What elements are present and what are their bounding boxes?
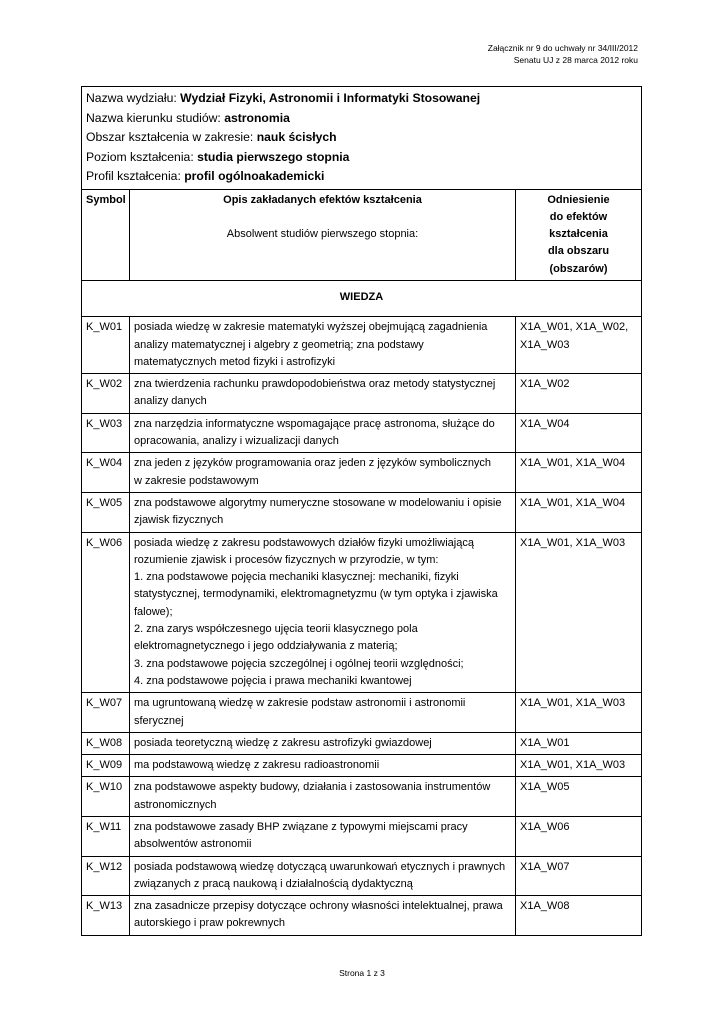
- row-reference: [516, 492, 642, 532]
- row-description-line: absolwentów astronomii: [134, 838, 252, 851]
- row-symbol: K_W08: [82, 732, 130, 754]
- row-description-line: zna podstawowe aspekty budowy, działania i zastosowania instrumentów: [134, 781, 491, 794]
- row-description-line: związanych z pracą naukową i działalnością dydaktyczną: [134, 877, 413, 890]
- row-symbol: K_W09: [82, 755, 130, 777]
- program-info-line: [86, 89, 637, 109]
- column-header-odniesienie-line: Odniesienie: [547, 193, 610, 206]
- row-reference: [516, 732, 642, 754]
- row-description: [130, 777, 516, 817]
- row-description-line: autorskiego i praw pokrewnych: [134, 917, 286, 930]
- section-row: [82, 280, 642, 316]
- row-reference-line: X1A_W01, X1A_W03: [520, 697, 626, 710]
- row-reference-line: X1A_W01: [520, 736, 570, 749]
- row-symbol: K_W06: [82, 532, 130, 693]
- row-symbol: K_W03: [82, 413, 130, 453]
- row-description-line: zjawisk fizycznych: [134, 514, 224, 527]
- table-row: [82, 856, 642, 896]
- column-header-odniesienie-line: (obszarów): [549, 262, 608, 275]
- row-description-line: 1. zna podstawowe pojęcia mechaniki klasycznej: mechaniki, fizyki: [134, 571, 459, 584]
- row-description: [130, 817, 516, 857]
- program-info-label: Profil kształcenia:: [86, 169, 185, 183]
- row-reference: [516, 817, 642, 857]
- page-header-note: [488, 42, 638, 66]
- row-description-line: zna zasadnicze przepisy dotyczące ochrony własności intelektualnej, prawa: [134, 900, 503, 913]
- row-reference: [516, 374, 642, 414]
- program-info-block: [82, 87, 642, 190]
- row-symbol: K_W11: [82, 817, 130, 857]
- program-info-label: Obszar kształcenia w zakresie:: [86, 130, 257, 144]
- row-description-line: posiada podstawową wiedzę dotyczącą uwarunkowań etycznych i prawnych: [134, 860, 506, 873]
- row-reference: [516, 317, 642, 374]
- program-info-line: [86, 148, 637, 168]
- table-row: [82, 777, 642, 817]
- row-symbol: K_W13: [82, 896, 130, 936]
- row-description-line: ma ugruntowaną wiedzę w zakresie podstaw astronomii i astronomii: [134, 697, 466, 710]
- column-header-odniesienie: [516, 189, 642, 280]
- column-header-symbol: Symbol: [82, 189, 130, 280]
- row-reference-line: X1A_W04: [520, 417, 570, 430]
- row-description-line: w zakresie podstawowym: [134, 474, 259, 487]
- row-description: [130, 732, 516, 754]
- row-reference-line: X1A_W08: [520, 900, 570, 913]
- row-description-line: zna podstawowe zasady BHP związane z typowymi miejscami pracy: [134, 821, 468, 833]
- program-info-label: Poziom kształcenia:: [86, 149, 198, 164]
- row-symbol: K_W02: [82, 374, 130, 414]
- column-header-row: [82, 189, 642, 280]
- row-reference: [516, 693, 642, 733]
- table-row: [82, 896, 642, 936]
- row-description-line: zna jeden z języków programowania oraz jeden z języków symbolicznych: [134, 457, 492, 470]
- row-description-line: statystycznej, termodynamiki, elektromagnetyzmu (w tym optyka i zjawiska: [134, 588, 498, 601]
- row-description: [130, 492, 516, 532]
- page-number: Strona 1 z 3: [339, 968, 385, 978]
- row-reference: [516, 896, 642, 936]
- row-description-line: posiada wiedzę z zakresu podstawowych działów fizyki umożliwiającą: [134, 536, 474, 549]
- program-info-value: Wydział Fizyki, Astronomii i Informatyki Stosowanej: [180, 91, 481, 105]
- row-reference: [516, 755, 642, 777]
- row-reference-line: X1A_W01, X1A_W03: [520, 536, 626, 549]
- row-description-line: 2. zna zarys współczesnego ujęcia teorii klasycznego pola: [134, 623, 418, 636]
- row-reference-line: X1A_W01, X1A_W04: [520, 496, 626, 509]
- row-description: [130, 374, 516, 414]
- row-reference: [516, 856, 642, 896]
- column-header-odniesienie-line: kształcenia: [549, 228, 608, 241]
- row-description: [130, 693, 516, 733]
- table-row: [82, 532, 642, 693]
- row-description: [130, 317, 516, 374]
- row-description-line: matematycznych metod fizyki i astrofizyki: [134, 355, 336, 368]
- program-info-value: profil ogólnoakademicki: [184, 169, 325, 183]
- row-description: [130, 896, 516, 936]
- row-description-line: sferycznej: [134, 714, 184, 727]
- header-note-line-1: Załącznik nr 9 do uchwały nr 34/III/2012: [487, 43, 638, 53]
- row-description-line: falowe);: [134, 605, 173, 618]
- row-description-line: 3. zna podstawowe pojęcia szczególnej i ogólnej teorii względności;: [134, 657, 464, 670]
- row-reference: [516, 532, 642, 693]
- row-reference-line: X1A_W03: [520, 338, 570, 351]
- row-description: [130, 453, 516, 493]
- row-description-line: opracowania, analizy i wizualizacji danych: [134, 435, 339, 448]
- table-row: [82, 817, 642, 857]
- row-reference-line: X1A_W01, X1A_W03: [520, 759, 626, 772]
- row-description-line: analizy danych: [134, 395, 207, 408]
- row-reference-line: X1A_W06: [520, 821, 570, 833]
- program-info-line: [86, 128, 637, 148]
- header-note-line-2: Senatu UJ z 28 marca 2012 roku: [513, 55, 638, 65]
- row-symbol: K_W07: [82, 693, 130, 733]
- program-info-value: nauk ścisłych: [256, 130, 337, 144]
- row-description-line: analizy matematycznej i algebry z geometrią; zna podstawy: [134, 338, 424, 351]
- row-symbol: K_W10: [82, 777, 130, 817]
- row-reference-line: X1A_W05: [520, 781, 570, 794]
- row-reference-line: X1A_W01, X1A_W02,: [520, 321, 629, 334]
- row-description-line: elektromagnetycznego i jego oddziaływania z materią;: [134, 640, 398, 653]
- table-row: [82, 732, 642, 754]
- row-description-line: rozumienie zjawisk i procesów fizycznych w przyrodzie, w tym:: [134, 553, 439, 566]
- row-description-line: zna twierdzenia rachunku prawdopodobieństwa oraz metody statystycznej: [134, 378, 496, 391]
- column-header-opis-subtitle: Absolwent studiów pierwszego stopnia:: [226, 227, 419, 240]
- row-reference: [516, 453, 642, 493]
- program-info-label: Nazwa wydziału:: [86, 91, 181, 105]
- column-header-opis: [130, 189, 516, 280]
- row-reference-line: X1A_W02: [520, 378, 570, 391]
- row-symbol: K_W12: [82, 856, 130, 896]
- row-description-line: 4. zna podstawowe pojęcia i prawa mechaniki kwantowej: [134, 674, 412, 687]
- column-header-odniesienie-line: do efektów: [549, 210, 608, 223]
- row-description-line: zna narzędzia informatyczne wspomagające pracę astronoma, służące do: [134, 417, 495, 430]
- row-reference-line: X1A_W07: [520, 860, 570, 873]
- row-symbol: K_W01: [82, 317, 130, 374]
- row-reference: [516, 777, 642, 817]
- row-description-line: posiada wiedzę w zakresie matematyki wyższej obejmującą zagadnienia: [134, 321, 488, 334]
- column-header-opis-title: Opis zakładanych efektów kształcenia: [223, 193, 422, 206]
- program-info-value: astronomia: [224, 110, 290, 125]
- row-description-line: ma podstawową wiedzę z zakresu radioastronomii: [134, 759, 380, 772]
- row-description-line: astronomicznych: [134, 798, 217, 811]
- row-reference-line: X1A_W01, X1A_W04: [520, 457, 626, 470]
- section-title: WIEDZA: [82, 280, 642, 316]
- program-info-label: Nazwa kierunku studiów:: [86, 110, 225, 125]
- row-description: [130, 755, 516, 777]
- row-symbol: K_W05: [82, 492, 130, 532]
- program-info-cell: [82, 87, 642, 190]
- row-description-line: posiada teoretyczną wiedzę z zakresu astrofizyki gwiazdowej: [134, 736, 432, 749]
- table-row: [82, 693, 642, 733]
- row-reference: [516, 413, 642, 453]
- program-info-line: [86, 167, 637, 187]
- learning-outcomes-table: [81, 86, 642, 936]
- table-row: [82, 374, 642, 414]
- row-description: [130, 532, 516, 693]
- row-symbol: K_W04: [82, 453, 130, 493]
- program-info-value: studia pierwszego stopnia: [197, 149, 350, 164]
- row-description-line: zna podstawowe algorytmy numeryczne stosowane w modelowaniu i opisie: [134, 496, 502, 509]
- table-row: [82, 413, 642, 453]
- row-description: [130, 413, 516, 453]
- table-row: [82, 317, 642, 374]
- program-info-line: [86, 109, 637, 129]
- table-row: [82, 492, 642, 532]
- table-row: [82, 453, 642, 493]
- column-header-odniesienie-line: dla obszaru: [547, 245, 610, 258]
- row-description: [130, 856, 516, 896]
- table-row: [82, 755, 642, 777]
